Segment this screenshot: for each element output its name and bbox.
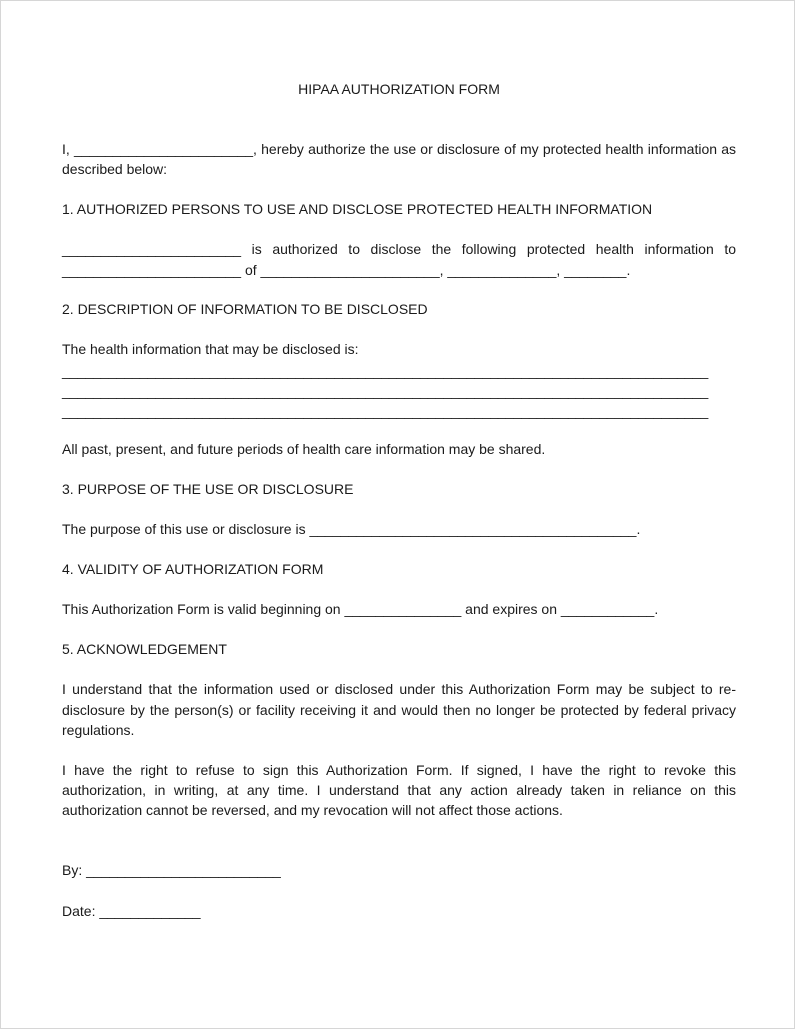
section-1-line-1: _______________________ is authorized to disclose the following protected health information to xyxy=(62,241,736,257)
section-1-line-2: _______________________ of _______________________, ______________, ________. xyxy=(62,262,631,278)
section-4-text: This Authorization Form is valid beginning on _______________ and expires on ____________. xyxy=(62,601,659,617)
section-2-note: All past, present, and future periods of health care information may be shared. xyxy=(62,441,546,457)
section-5-paragraph-2-line-3: authorization cannot be reversed, and my revocation will not affect those actions. xyxy=(62,802,563,818)
section-3-heading: 3. PURPOSE OF THE USE OR DISCLOSURE xyxy=(62,481,354,497)
section-5-paragraph-1-line-1: I understand that the information used or disclosed under this Authorization Form may be subject to re- xyxy=(62,681,736,697)
section-5-paragraph-2-line-2: authorization, in writing, at any time. I understand that any action already taken in reliance on this xyxy=(62,782,736,798)
section-5-paragraph-1-line-3: regulations. xyxy=(62,722,135,738)
section-2-blank-line-1: ___________________________________________________________________________________ xyxy=(62,363,709,379)
signature-date-field: Date: _____________ xyxy=(62,903,201,919)
section-4-heading: 4. VALIDITY OF AUTHORIZATION FORM xyxy=(62,561,324,577)
intro-line-2: described below: xyxy=(62,161,168,177)
section-2-intro: The health information that may be disclosed is: xyxy=(62,341,359,357)
signature-by-field: By: _________________________ xyxy=(62,862,281,878)
section-5-paragraph-2-line-1: I have the right to refuse to sign this Authorization Form. If signed, I have the right to revoke this xyxy=(62,762,736,778)
section-5-heading: 5. ACKNOWLEDGEMENT xyxy=(62,641,227,657)
document-title: HIPAA AUTHORIZATION FORM xyxy=(298,81,500,97)
section-3-text: The purpose of this use or disclosure is __________________________________________. xyxy=(62,521,641,537)
section-1-heading: 1. AUTHORIZED PERSONS TO USE AND DISCLOSE PROTECTED HEALTH INFORMATION xyxy=(62,201,653,217)
section-2-blank-line-3: ___________________________________________________________________________________ xyxy=(62,403,709,419)
intro-line-1: I, _______________________, hereby authorize the use or disclosure of my protected health information as xyxy=(62,141,736,157)
section-2-heading: 2. DESCRIPTION OF INFORMATION TO BE DISCLOSED xyxy=(62,301,428,317)
section-2-blank-line-2: ___________________________________________________________________________________ xyxy=(62,383,709,399)
section-5-paragraph-1-line-2: disclosure by the person(s) or facility receiving it and would then no longer be protected by federal privacy xyxy=(62,702,736,718)
